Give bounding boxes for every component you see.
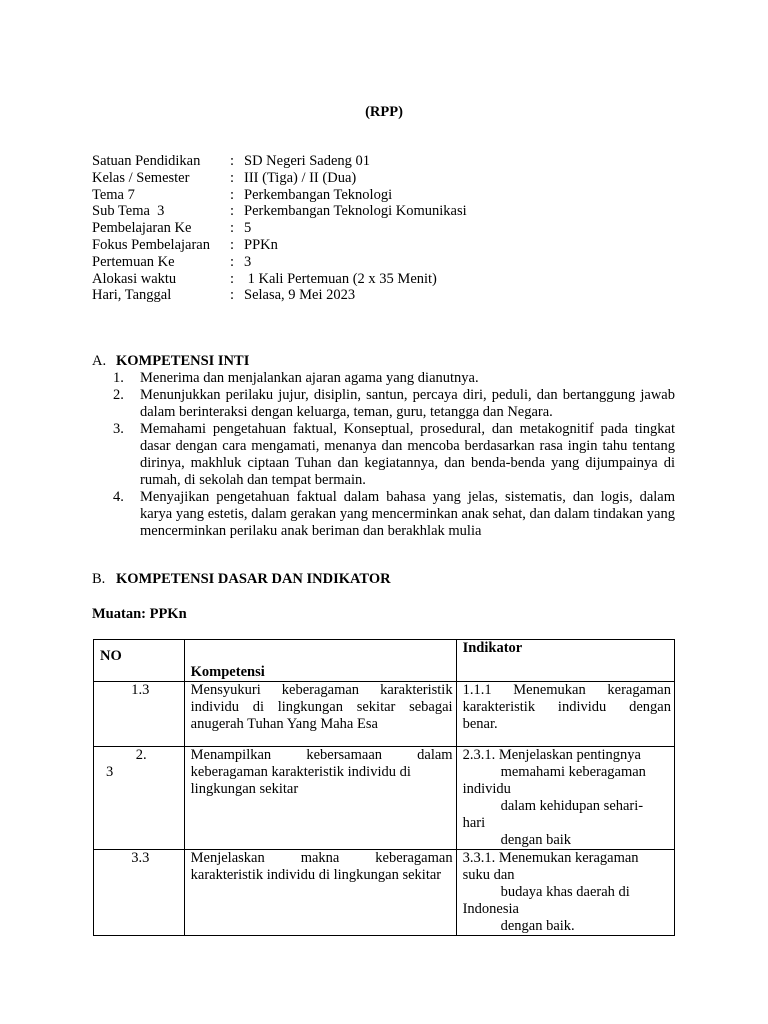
section-a-heading bbox=[92, 353, 249, 370]
identity-value: PPKn bbox=[244, 236, 278, 253]
table-row bbox=[94, 747, 675, 850]
cell-line: Menampilkan kebersamaan dalam bbox=[190, 747, 453, 763]
cell-line: budaya khas daerah di bbox=[500, 884, 630, 900]
identity-row bbox=[92, 187, 467, 204]
page-title: (RPP) bbox=[365, 104, 403, 120]
section-letter: A. bbox=[92, 353, 107, 369]
identity-value: 3 bbox=[244, 253, 252, 270]
table-row bbox=[94, 682, 675, 747]
table-header-row bbox=[94, 640, 675, 682]
identity-colon: : bbox=[230, 270, 235, 287]
identity-label: Satuan Pendidikan bbox=[92, 153, 201, 169]
identity-block bbox=[92, 153, 467, 304]
table-row bbox=[94, 850, 675, 936]
list-text: Memahami pengetahuan faktual, Konseptual, prosedural, dan metakognitif pada tingkat dasar dengan cara mengamati, menanya dan mencoba berdasarkan rasa ingin tahu tentang dirinya, makhluk ciptaan Tuhan dan kegiatannya, dan benda-benda yang dijumpainya di rumah, di sekolah dan tempat bermain. bbox=[140, 421, 675, 488]
cell-line: dengan baik. bbox=[500, 918, 575, 934]
list-text: Menunjukkan perilaku jujur, disiplin, santun, percaya diri, peduli, dan bertanggung jawab dalam berinteraksi dengan keluarga, teman, guru, tetangga dan Negara. bbox=[140, 387, 675, 420]
section-title: KOMPETENSI DASAR DAN INDIKATOR bbox=[116, 571, 391, 587]
cell-line: 3.3.1. Menemukan keragaman bbox=[462, 850, 639, 866]
section-letter: B. bbox=[92, 571, 106, 587]
identity-colon: : bbox=[230, 203, 235, 220]
cell-no: 1.3 bbox=[94, 682, 185, 747]
identity-row bbox=[92, 287, 467, 304]
list-number: 4. bbox=[113, 489, 124, 505]
identity-row bbox=[92, 170, 467, 187]
cell-line: keberagaman karakteristik individu di lingkungan sekitar bbox=[190, 764, 411, 797]
identity-value: III (Tiga) / II (Dua) bbox=[244, 169, 357, 186]
header-indikator: Indikator bbox=[456, 640, 674, 682]
cell-line: suku dan bbox=[462, 867, 515, 883]
identity-colon: : bbox=[230, 186, 235, 203]
cell-line: hari bbox=[462, 815, 486, 831]
cell-no-part: 3 bbox=[106, 764, 114, 780]
kompetensi-inti-list bbox=[113, 370, 675, 540]
list-item bbox=[113, 370, 675, 387]
list-item bbox=[113, 387, 675, 421]
identity-value: 1 Kali Pertemuan (2 x 35 Menit) bbox=[244, 270, 437, 287]
list-item bbox=[113, 421, 675, 489]
cell-no-part: 2. bbox=[135, 747, 147, 763]
header-no: NO bbox=[94, 640, 185, 682]
identity-value: 5 bbox=[244, 220, 252, 237]
cell-line: dalam kehidupan sehari- bbox=[500, 798, 644, 814]
identity-row bbox=[92, 237, 467, 254]
kompetensi-dasar-table bbox=[93, 639, 675, 936]
list-text: Menyajikan pengetahuan faktual dalam bahasa yang jelas, sistematis, dan logis, dalam karya yang estetis, dalam gerakan yang mencerminkan anak sehat, dan dalam tindakan yang mencerminkan perilaku anak beriman dan berakhlak mulia bbox=[140, 489, 675, 539]
identity-colon: : bbox=[230, 236, 235, 253]
identity-colon: : bbox=[230, 253, 235, 270]
cell-indikator bbox=[456, 747, 674, 850]
cell-line: individu bbox=[462, 781, 511, 797]
identity-label: Hari, Tanggal bbox=[92, 287, 172, 304]
cell-no: 3.3 bbox=[94, 850, 185, 936]
header-kompetensi: Kompetensi bbox=[184, 640, 456, 682]
cell-indikator: 1.1.1 Menemukan keragaman karakteristik individu dengan benar. bbox=[456, 682, 674, 747]
muatan-label: Muatan: PPKn bbox=[92, 606, 187, 622]
cell-kompetensi: Menjelaskan makna keberagaman karakteristik individu di lingkungan sekitar bbox=[184, 850, 456, 936]
identity-row bbox=[92, 220, 467, 237]
identity-label: Sub Tema 3 bbox=[92, 203, 165, 220]
cell-line: memahami keberagaman bbox=[500, 764, 646, 780]
cell-line: 2.3.1. Menjelaskan pentingnya bbox=[462, 747, 641, 763]
section-b-heading bbox=[92, 571, 391, 588]
identity-row bbox=[92, 254, 467, 271]
list-number: 1. bbox=[113, 370, 124, 386]
identity-colon: : bbox=[230, 153, 235, 169]
identity-value: SD Negeri Sadeng 01 bbox=[244, 153, 371, 169]
cell-kompetensi: Mensyukuri keberagaman karakteristik individu di lingkungan sekitar sebagai anugerah Tuhan Yang Maha Esa bbox=[184, 682, 456, 747]
identity-value: Perkembangan Teknologi Komunikasi bbox=[244, 203, 467, 220]
cell-no bbox=[94, 747, 185, 850]
identity-label: Tema 7 bbox=[92, 186, 135, 203]
identity-value: Selasa, 9 Mei 2023 bbox=[244, 287, 356, 304]
identity-label: Fokus Pembelajaran bbox=[92, 236, 210, 253]
list-item bbox=[113, 489, 675, 540]
identity-label: Alokasi waktu bbox=[92, 270, 177, 287]
identity-colon: : bbox=[230, 169, 235, 186]
list-text: Menerima dan menjalankan ajaran agama yang dianutnya. bbox=[140, 370, 479, 386]
section-title: KOMPETENSI INTI bbox=[116, 353, 250, 369]
cell-line: dengan baik bbox=[500, 832, 572, 848]
list-number: 2. bbox=[113, 387, 124, 403]
identity-row bbox=[92, 271, 467, 288]
cell-kompetensi bbox=[184, 747, 456, 850]
identity-row bbox=[92, 203, 467, 220]
identity-label: Pertemuan Ke bbox=[92, 253, 175, 270]
identity-label: Kelas / Semester bbox=[92, 169, 190, 186]
cell-indikator bbox=[456, 850, 674, 936]
cell-line: Indonesia bbox=[462, 901, 519, 917]
identity-row bbox=[92, 153, 467, 170]
identity-colon: : bbox=[230, 287, 235, 304]
identity-colon: : bbox=[230, 220, 235, 237]
identity-value: Perkembangan Teknologi bbox=[244, 186, 393, 203]
identity-label: Pembelajaran Ke bbox=[92, 220, 192, 237]
list-number: 3. bbox=[113, 421, 124, 437]
